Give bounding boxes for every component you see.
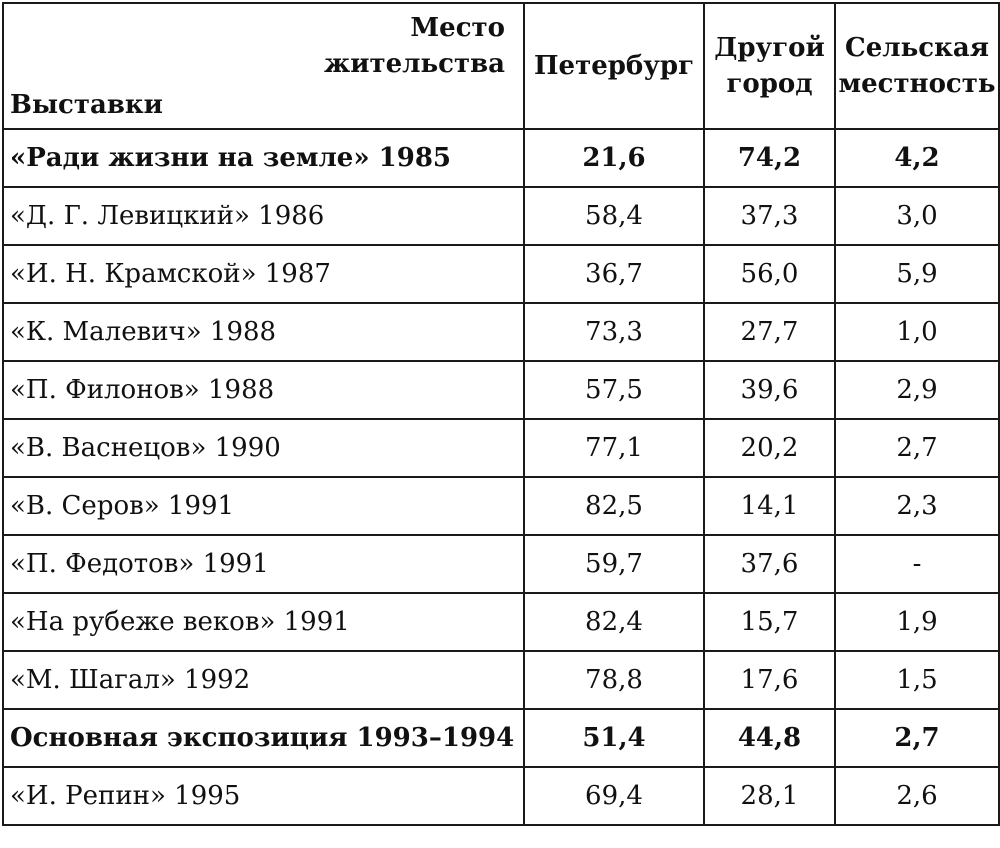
table-row <box>3 651 999 709</box>
exhibition-name-cell: «П. Федотов» 1991 <box>3 535 524 593</box>
petersburg-value-cell: 57,5 <box>524 361 704 419</box>
other-city-value-cell: 17,6 <box>704 651 835 709</box>
countryside-value-cell: 2,6 <box>835 767 999 825</box>
exhibitions-header: Выставки <box>10 90 163 120</box>
column-header-line: город <box>726 69 813 99</box>
column-header-line: местность <box>838 69 996 99</box>
countryside-value-cell: 2,9 <box>835 361 999 419</box>
other-city-value-cell: 74,2 <box>704 129 835 187</box>
petersburg-value-cell: 69,4 <box>524 767 704 825</box>
exhibition-name-cell: «И. Репин» 1995 <box>3 767 524 825</box>
petersburg-value-cell: 21,6 <box>524 129 704 187</box>
column-header-other-city <box>704 3 835 129</box>
exhibition-name-cell: «Ради жизни на земле» 1985 <box>3 129 524 187</box>
exhibition-name-cell: «В. Васнецов» 1990 <box>3 419 524 477</box>
petersburg-value-cell: 51,4 <box>524 709 704 767</box>
countryside-value-cell: 1,5 <box>835 651 999 709</box>
other-city-value-cell: 37,6 <box>704 535 835 593</box>
petersburg-value-cell: 82,5 <box>524 477 704 535</box>
table-row <box>3 245 999 303</box>
countryside-value-cell: 4,2 <box>835 129 999 187</box>
countryside-value-cell: - <box>835 535 999 593</box>
table-row <box>3 535 999 593</box>
table-row <box>3 593 999 651</box>
other-city-value-cell: 20,2 <box>704 419 835 477</box>
petersburg-value-cell: 78,8 <box>524 651 704 709</box>
countryside-value-cell: 3,0 <box>835 187 999 245</box>
column-header-line: Петербург <box>533 51 695 81</box>
exhibition-name-cell: «П. Филонов» 1988 <box>3 361 524 419</box>
other-city-value-cell: 14,1 <box>704 477 835 535</box>
residence-header-line1: Место <box>410 13 505 43</box>
residence-header <box>324 10 505 82</box>
other-city-value-cell: 27,7 <box>704 303 835 361</box>
petersburg-value-cell: 59,7 <box>524 535 704 593</box>
column-header-line: Сельская <box>845 33 989 63</box>
petersburg-value-cell: 77,1 <box>524 419 704 477</box>
table-row <box>3 477 999 535</box>
exhibition-name-cell: «М. Шагал» 1992 <box>3 651 524 709</box>
petersburg-value-cell: 36,7 <box>524 245 704 303</box>
countryside-value-cell: 1,0 <box>835 303 999 361</box>
other-city-value-cell: 15,7 <box>704 593 835 651</box>
petersburg-value-cell: 73,3 <box>524 303 704 361</box>
exhibition-name-cell: «К. Малевич» 1988 <box>3 303 524 361</box>
table-row <box>3 129 999 187</box>
countryside-value-cell: 2,3 <box>835 477 999 535</box>
petersburg-value-cell: 82,4 <box>524 593 704 651</box>
exhibition-name-cell: «На рубеже веков» 1991 <box>3 593 524 651</box>
column-header-petersburg <box>524 3 704 129</box>
table-row <box>3 767 999 825</box>
corner-header-cell <box>3 3 524 129</box>
exhibition-name-cell: Основная экспозиция 1993–1994 <box>3 709 524 767</box>
table-body <box>3 129 999 825</box>
exhibition-name-cell: «Д. Г. Левицкий» 1986 <box>3 187 524 245</box>
exhibition-name-cell: «И. Н. Крамской» 1987 <box>3 245 524 303</box>
residence-header-line2: жительства <box>323 49 505 79</box>
header-row <box>3 3 999 129</box>
exhibitions-table <box>2 2 1000 826</box>
table-row <box>3 709 999 767</box>
table-row <box>3 187 999 245</box>
countryside-value-cell: 2,7 <box>835 709 999 767</box>
other-city-value-cell: 37,3 <box>704 187 835 245</box>
countryside-value-cell: 5,9 <box>835 245 999 303</box>
other-city-value-cell: 39,6 <box>704 361 835 419</box>
countryside-value-cell: 1,9 <box>835 593 999 651</box>
table-row <box>3 361 999 419</box>
column-header-countryside <box>835 3 999 129</box>
table-row <box>3 303 999 361</box>
table-row <box>3 419 999 477</box>
exhibition-name-cell: «В. Серов» 1991 <box>3 477 524 535</box>
column-header-line: Другой <box>714 33 825 63</box>
petersburg-value-cell: 58,4 <box>524 187 704 245</box>
other-city-value-cell: 28,1 <box>704 767 835 825</box>
other-city-value-cell: 56,0 <box>704 245 835 303</box>
countryside-value-cell: 2,7 <box>835 419 999 477</box>
other-city-value-cell: 44,8 <box>704 709 835 767</box>
